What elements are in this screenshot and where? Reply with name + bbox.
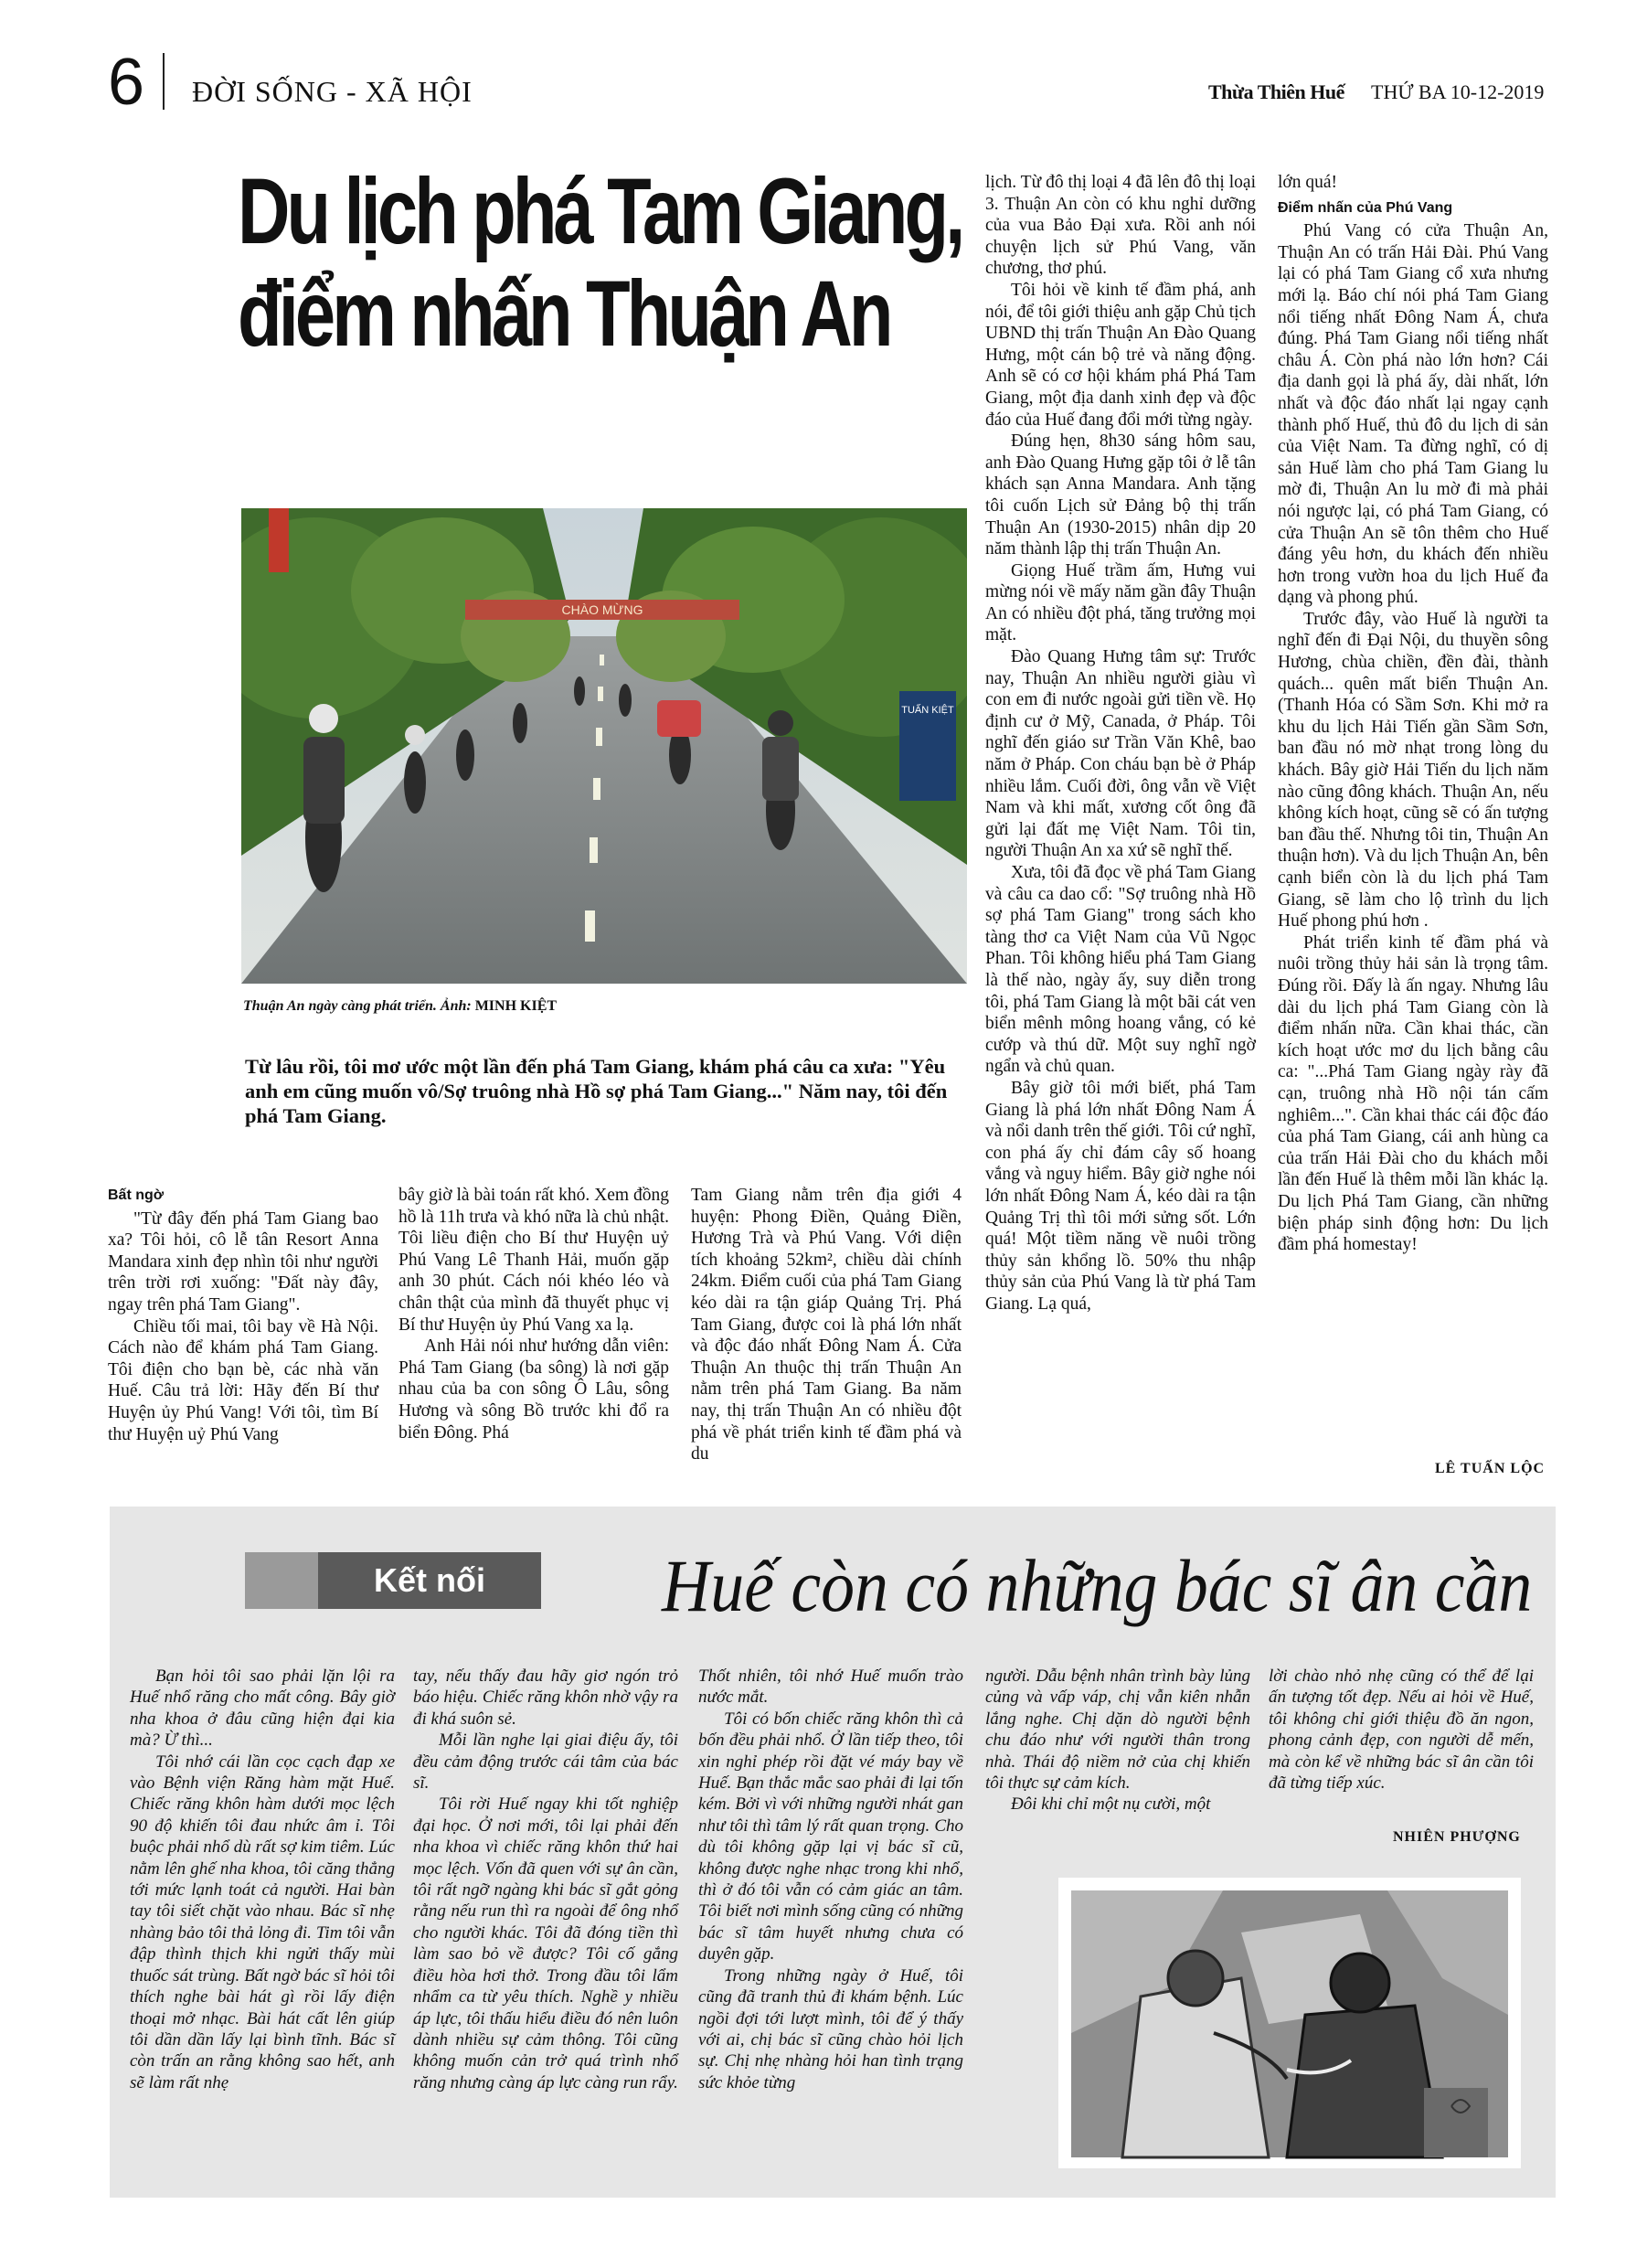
paragraph: Xưa, tôi đã đọc về phá Tam Giang và câu ca dao cổ: "Sợ truông nhà Hồ sợ phá Tam Giang" trong sách kho tàng thơ ca Việt Nam của Vũ Ngọc Phan. Tôi không hiểu phá Tam Giang là thế nào, ngày ấy, suy diễn trong tôi, phá Tam Giang là một bãi cát ven biển mênh mông hoang vắng, có kẻ cướp và thú dữ. Một suy nghĩ ngờ ngẩn và chủ quan. <box>985 863 1256 1077</box>
ketnoi-tag: Kết nối <box>318 1552 541 1609</box>
article-column-4 <box>985 172 1256 1315</box>
paragraph: Tôi rời Huế ngay khi tốt nghiệp đại học. Ở nơi mới, tôi lại phải đến nha khoa vì chiếc răng khôn thứ hai mọc lệch. Vốn đã quen với sự ân cần, tôi rất ngỡ ngàng khi bác sĩ gắt gỏng rằng nếu run thì ra ngoài để ông nhổ cho người khác. Tôi đã đóng tiền thì làm sao bỏ về được? Tôi cố gắng điều hòa hơi thở. Trong đầu tôi lẩm nhẩm ca từ yêu thích. Nghề y nhiều áp lực, tôi thấu hiểu điều đó nên luôn dành nhiều sự cảm thông. Tôi cũng không muốn cản trở quá trình nhổ răng nhưng càng áp lực càng run rẩy. <box>413 1794 678 2092</box>
ketnoi-tag-accent <box>245 1552 329 1609</box>
paragraph: Anh Hải nói như hướng dẫn viên: Phá Tam Giang (ba sông) là nơi gặp nhau của ba con sông Ô Lâu, sông Hương và sông Bồ trước khi đổ ra biển Đông. Phá <box>398 1336 669 1443</box>
section-title: ĐỜI SỐNG - XÃ HỘI <box>192 75 473 108</box>
ketnoi-byline: NHIÊN PHƯỢNG <box>1393 1829 1521 1845</box>
paragraph: tay, nếu thấy đau hãy giơ ngón trỏ báo hiệu. Chiếc răng khôn nhờ vậy ra đi khá suôn sẻ. <box>413 1666 678 1729</box>
paragraph: lời chào nhỏ nhẹ cũng có thể để lại ấn tượng tốt đẹp. Nếu ai hỏi về Huế, tôi không chỉ giới thiệu đồ ăn ngon, phong cảnh đẹp, con người dễ mến, mà còn kể về những bác sĩ ân cần tôi đã từng tiếp xúc. <box>1269 1666 1534 1794</box>
paragraph: Bây giờ tôi mới biết, phá Tam Giang là phá lớn nhất Đông Nam Á và nổi danh trên thế giới. Tôi cứ nghĩ, con phá ấy chỉ đám cây số hoang vắng và nguy hiểm. Bây giờ nghe nói lớn nhất Đông Nam Á, kéo dài ra tận Quảng Trị thì tôi mới sửng sốt. Lớn quá! Một tiềm năng về nuôi trồng thủy sản khổng lồ. 50% thu nhập thủy sản của Phú Vang là từ phá Tam Giang. Lạ quá, <box>985 1078 1256 1314</box>
article-column-1 <box>108 1185 378 1445</box>
paragraph: Mỗi lần nghe lại giai điệu ấy, tôi đều cảm động trước cái tâm của bác sĩ. <box>413 1730 678 1794</box>
article-lead: Từ lâu rồi, tôi mơ ước một lần đến phá Tam Giang, khám phá câu ca xưa: "Yêu anh em cũng muốn vô/Sợ truông nhà Hồ sợ phá Tam Giang..." Năm nay, tôi đến phá Tam Giang. <box>245 1055 948 1127</box>
paragraph: Thốt nhiên, tôi nhớ Huế muốn trào nước mắt. <box>698 1666 963 1708</box>
paragraph: Phát triển kinh tế đầm phá và nuôi trồng thủy hải sản là trọng tâm. Đúng rồi. Đấy là ấn ngay. Nhưng lâu dài du lịch phá Tam Giang còn là điểm nhấn nữa. Cần khai thác, cần kích hoạt ước mơ du lịch bằng câu ca: "...Phá Tam Giang ngày rày đã cạn, truông nhà Hồ nội tán cấm nghiêm...". Cần khai thác cái độc đáo của phá Tam Giang, cái anh hùng ca của trấn Hải Đài cho du khách mỗi lần đến Huế là thêm mỗi lần khác lạ. Du lịch Phá Tam Giang, cần những biện pháp sinh động hơn: Du lịch đầm phá homestay! <box>1278 932 1548 1255</box>
paragraph: lớn quá! <box>1278 173 1338 192</box>
paragraph: Tam Giang nằm trên địa giới 4 huyện: Phong Điền, Quảng Điền, Hương Trà và Phú Vang. Với diện tích khoảng 52km², chiều dài chính 24km. Điểm cuối của phá Tam Giang kéo dài ra tận giáp Quảng Trị. Phá Tam Giang, được coi là phá lớn nhất và độc đáo nhất Đông Nam Á. Cửa Thuận An thuộc thị trấn Thuận An nằm trên phá Tam Giang. Ba năm nay, thị trấn Thuận An có nhiều đột phá về phát triển kinh tế đầm phá và du <box>691 1186 962 1464</box>
article-headline <box>238 159 962 366</box>
page-number-divider <box>163 53 165 110</box>
publication-name: Thừa Thiên Huế <box>1208 80 1344 103</box>
ketnoi-column-2 <box>413 1666 678 2093</box>
subheading-bat-ngo: Bất ngờ <box>108 1187 165 1203</box>
photo-banner-text: CHÀO MỪNG <box>561 602 643 617</box>
article-column-3 <box>691 1185 962 1465</box>
paragraph: Đào Quang Hưng tâm sự: Trước nay, Thuận An nhiều người giàu vì con em đi nước ngoài gửi tiền về. Họ định cư ở Mỹ, Canada, ở Pháp. Tôi nghĩ đến giáo sư Trần Văn Khê, bao năm ở Pháp. Con cháu bạn bè ở Pháp nhiều lắm. Cuối đời, ông vẫn về Việt Nam và khi mất, xương cốt ông đã gửi lại đất mẹ Việt Nam. Tôi tin, người Thuận An xa xứ sẽ nghĩ thế. <box>985 647 1256 861</box>
headline-line-1: Du lịch phá Tam Giang, <box>238 159 962 263</box>
headline-line-2: điểm nhấn Thuận An <box>238 261 890 366</box>
issue-date: THỨ BA 10-12-2019 <box>1371 80 1545 103</box>
article-column-2 <box>398 1185 669 1443</box>
paragraph: Phú Vang có cửa Thuận An, Thuận An có trấn Hải Đài. Phú Vang lại có phá Tam Giang cổ xưa nhưng mới lạ. Báo chí nói phá Tam Giang nổi tiếng nhất Đông Nam Á, chưa đúng. Phá Tam Giang nổi tiếng nhất châu Á. Còn phá nào lớn hơn? Cái địa danh gọi là phá ấy, dài nhất, lớn nhất và độc đáo nhất lại ngay cạnh thành phố Huế, thủ đô du lịch di sản của Việt Nam. Ta đừng nghĩ, có dị sản Huế làm cho phá Tam Giang lu mờ đi, Thuận An lu mờ đi mà phải nói ngược lại, có phá Tam Giang, có cửa Thuận An sẽ tôn thêm cho Huế đáng yêu hơn, du khách đến nhiều hơn trong vườn hoa du lịch Huế đa dạng và phong phú. <box>1278 221 1548 608</box>
page-number: 6 <box>108 46 145 119</box>
ketnoi-headline: Huế còn có những bác sĩ ân cần <box>662 1544 1533 1627</box>
paragraph: người. Dẫu bệnh nhân trình bày lủng củng và vấp váp, chị vẫn kiên nhẫn lắng nghe. Chị dặn dò người bệnh chu đáo như với người thân trong nhà. Thái độ niềm nở của chị khiến tôi thực sự cảm kích. <box>985 1666 1250 1794</box>
article-byline: LÊ TUẤN LỘC <box>1435 1461 1546 1476</box>
ketnoi-column-1 <box>130 1666 395 2093</box>
paragraph: Tôi nhớ cái lần cọc cạch đạp xe vào Bệnh viện Răng hàm mặt Huế. Chiếc răng khôn hàm dưới mọc lệch 90 độ khiến tôi đau nhức âm ỉ. Tôi buộc phải nhổ dù rất sợ kim tiêm. Lúc nằm lên ghế nha khoa, tôi căng thẳng tới mức lạnh toát cả người. Hai bàn tay tôi siết chặt vào nhau. Bác sĩ nhẹ nhàng bảo tôi thả lỏng đi. Tim tôi vẫn đập thình thịch khi ngửi thấy mùi thuốc sát trùng. Bất ngờ bác sĩ hỏi tôi thích nghe bài hát gì rồi lấy điện thoại mở nhạc. Bài hát cất lên giúp tôi dần dần lấy lại bình tĩnh. Bác sĩ còn trấn an rằng không sao hết, anh sẽ làm rất nhẹ <box>130 1752 395 2092</box>
photo-caption-text: Thuận An ngày càng phát triển. Ảnh: <box>243 998 472 1014</box>
street-photo-illustration <box>241 508 967 984</box>
paragraph: Bạn hỏi tôi sao phải lặn lội ra Huế nhổ răng cho mất công. Bây giờ nha khoa ở đâu cũng hiện đại kia mà? Ừ thì... <box>130 1666 395 1751</box>
paragraph: bây giờ là bài toán rất khó. Xem đồng hồ là 11h trưa và khó nữa là chủ nhật. Tôi liều điện cho Bí thư Huyện uỷ Phú Vang Lê Thanh Hải, muốn gặp anh 30 phút. Cách nói khéo léo và chân thật của mình đã thuyết phục vị Bí thư Huyện ủy Phú Vang xa lạ. <box>398 1186 669 1335</box>
ketnoi-illustration <box>1058 1878 1521 2168</box>
paragraph: Chiều tối mai, tôi bay về Hà Nội. Cách nào để khám phá Tam Giang. Tôi điện cho bạn bè, các nhà văn Huế. Câu trả lời: Hãy đến Bí thư Huyện ủy Phú Vang! Với tôi, tìm Bí thư Huyện uỷ Phú Vang <box>108 1316 378 1444</box>
article-column-5 <box>1278 172 1548 1256</box>
paragraph: "Từ đây đến phá Tam Giang bao xa? Tôi hỏi, cô lễ tân Resort Anna Mandara xinh đẹp nhìn tôi như người trên trời rơi xuống: "Đất này đây, ngay trên phá Tam Giang". <box>108 1209 378 1315</box>
ketnoi-column-5 <box>1269 1666 1534 1794</box>
ketnoi-column-4 <box>985 1666 1250 1815</box>
paragraph: Tôi có bốn chiếc răng khôn thì cả bốn đều phải nhổ. Ở lần tiếp theo, tôi xin nghỉ phép rồi đặt vé máy bay về Huế. Bạn thắc mắc sao phải đi lại tốn kém. Bởi vì với những người nhát gan như tôi thì tâm lý rất quan trọng. Cho dù tôi không gặp lại vị bác sĩ cũ, không được nghe nhạc trong khi nhổ, thì ở đó tôi vẫn có cảm giác an tâm. Tôi biết nơi mình sống cũng có những bác sĩ tâm huyết nhưng chưa có duyên gặp. <box>698 1709 963 1965</box>
paragraph: Đôi khi chỉ một nụ cười, một <box>1011 1794 1211 1815</box>
article-photo <box>241 508 967 984</box>
paragraph: Đúng hẹn, 8h30 sáng hôm sau, anh Đào Quang Hưng gặp tôi ở lễ tân khách sạn Anna Mandara. Anh tặng tôi cuốn Lịch sử Đảng bộ thị trấn Thuận An (1930-2015) nhân dịp 20 năm thành lập thị trấn Thuận An. <box>985 431 1256 559</box>
ketnoi-column-3 <box>698 1666 963 2093</box>
photo-caption <box>243 998 557 1015</box>
photo-credit: MINH KIỆT <box>474 998 558 1014</box>
subheading-diem-nhan: Điểm nhấn của Phú Vang <box>1278 199 1453 216</box>
paragraph: Tôi hỏi về kinh tế đầm phá, anh nói, để tôi giới thiệu anh gặp Chủ tịch UBND thị trấn Thuận An Đào Quang Hưng, một cán bộ trẻ và năng động. Anh sẽ có cơ hội khám phá Phá Tam Giang, một địa danh xinh đẹp và độc đáo của Huế đang đổi mới từng ngày. <box>985 280 1256 430</box>
paragraph: Giọng Huế trầm ấm, Hưng vui mừng nói về mấy năm gần đây Thuận An có nhiều đột phá, tăng trưởng mọi mặt. <box>985 560 1256 645</box>
paragraph: Trước đây, vào Huế là người ta nghĩ đến đi Đại Nội, du thuyền sông Hương, chùa chiền, đền đài, thành quách... quên mất biển Thuận An. (Thanh Hóa có Sầm Sơn. Khi mở ra khu du lịch Hải Tiến gần Sầm Sơn, ban đầu nó mờ nhạt trong lòng du khách. Bây giờ Hải Tiến du lịch năm nào cũng đông khách. Thuận An, nếu không kích hoạt, cũng sẽ có ấn tượng ban đầu thế. Nhưng tôi tin, Thuận An thuận hơn). Và du lịch Thuận An, bên cạnh biển còn là du lịch phá Tam Giang, sẽ làm cho lộ trình du lịch Huế phong phú hơn . <box>1278 609 1548 932</box>
photo-sign-text: TUẤN KIỆT <box>901 705 954 716</box>
paragraph: lịch. Từ đô thị loại 4 đã lên đô thị loại 3. Thuận An còn có khu nghỉ dưỡng của vua Bảo Đại xưa. Rồi anh nói chuyện lịch sử Phú Vang, văn chương, thơ phú. <box>985 173 1256 279</box>
doctor-patient-illustration <box>1058 1878 1521 2168</box>
paragraph: Trong những ngày ở Huế, tôi cũng đã tranh thủ đi khám bệnh. Lúc ngồi đợi tới lượt mình, tôi để ý thấy với ai, chị bác sĩ cũng chào hỏi lịch sự. Chị nhẹ nhàng hỏi han tình trạng sức khỏe từng <box>698 1965 963 2092</box>
